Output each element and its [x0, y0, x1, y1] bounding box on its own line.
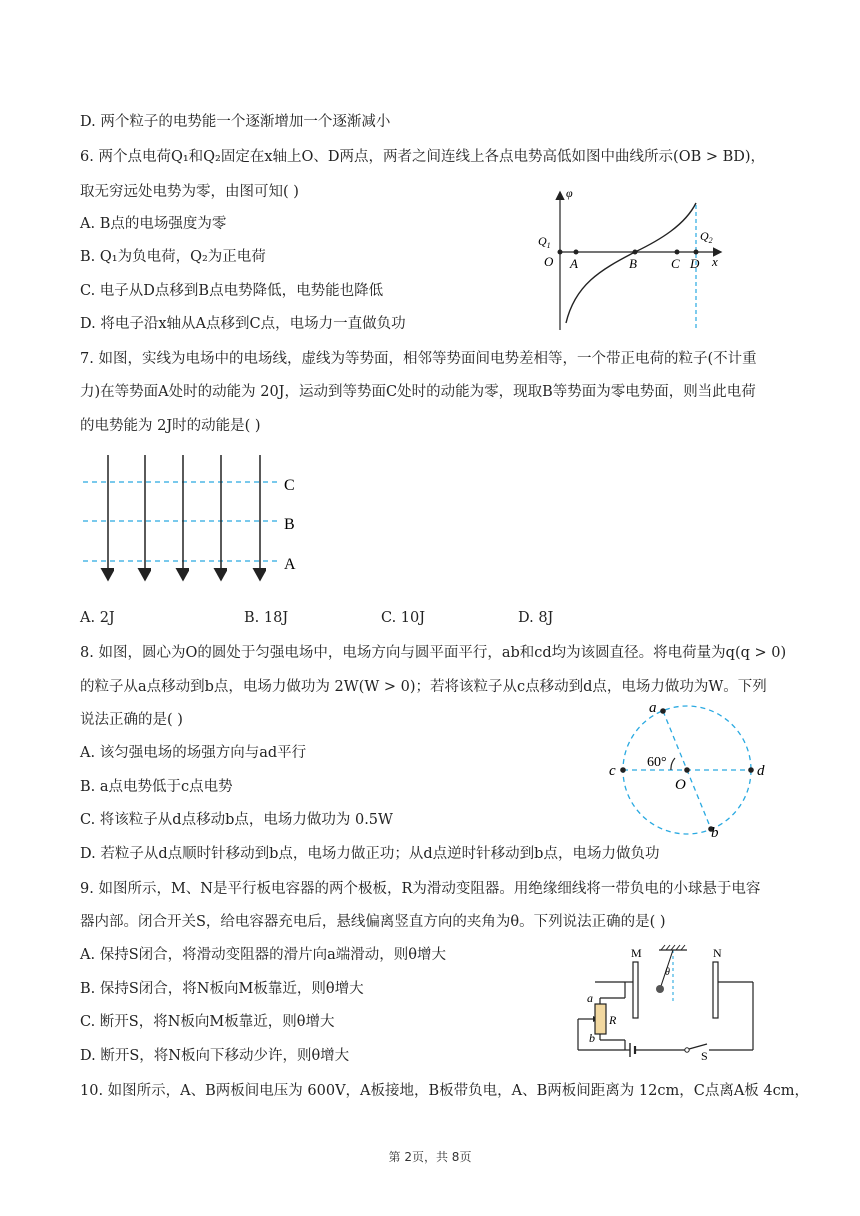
q7-field-figure	[80, 450, 310, 595]
q6-option-a: A. B点的电场强度为零	[80, 216, 227, 232]
point-b-label: b	[711, 825, 719, 840]
q8-option-d: D. 若粒子从d点顺时针移动到b点，电场力做正功；从d点逆时针移动到b点，电场力做负功	[80, 846, 660, 862]
q7-option-a: A. 2J	[80, 610, 115, 626]
plate-m-label: M	[631, 946, 642, 960]
q6-potential-figure	[530, 185, 730, 335]
slider-a-label: a	[587, 991, 593, 1005]
q5-option-d: D. 两个粒子的电势能一个逐渐增加一个逐渐减小	[80, 114, 391, 130]
q8-option-a: A. 该匀强电场的场强方向与ad平行	[80, 745, 307, 761]
q7-option-c: C. 10J	[381, 610, 426, 626]
point-d-label: d	[757, 763, 765, 779]
q9-option-a: A. 保持S闭合，将滑动变阻器的滑片向a端滑动，则θ增大	[80, 947, 446, 963]
q6-option-c: C. 电子从D点移到B点电势降低，电势能也降低	[80, 283, 384, 299]
point-b-label: B	[629, 256, 637, 271]
q6-stem-line1: 6. 两个点电荷Q₁和Q₂固定在x轴上O、D两点，两者之间连线上各点电势高低如图中曲线所示(OB > BD)，	[80, 149, 766, 165]
plate-n-label: N	[713, 946, 722, 960]
point-d-label: D	[690, 256, 700, 271]
q9-stem-line1: 9. 如图所示，M、N是平行板电容器的两个极板，R为滑动变阻器。用绝缘细线将一带负电的小球悬于电容	[80, 881, 761, 897]
theta-label: θ	[665, 967, 670, 978]
q8-option-c: C. 将该粒子从d点移动b点，电场力做功为 0.5W	[80, 812, 393, 828]
point-a-label: a	[649, 700, 657, 716]
point-c-label: c	[609, 763, 616, 779]
q6-option-b: B. Q₁为负电荷，Q₂为正电荷	[80, 249, 266, 265]
q7-stem-line1: 7. 如图，实线为电场中的电场线，虚线为等势面，相邻等势面间电势差相等，一个带正电荷的粒子(不计重	[80, 351, 757, 367]
q7-option-b: B. 18J	[244, 610, 289, 626]
q9-option-d: D. 断开S，将N板向下移动少许，则θ增大	[80, 1048, 350, 1064]
q7-stem-line3: 的电势能为 2J时的动能是( )	[80, 418, 261, 434]
q8-stem-line2: 的粒子从a点移动到b点，电场力做功为 2W(W > 0)；若将该粒子从c点移动到d点，电场力做功为W。下列	[80, 679, 767, 695]
q6-stem-line2: 取无穷远处电势为零，由图可知( )	[80, 184, 299, 200]
q10-stem-line1: 10. 如图所示，A、B两板间电压为 600V，A板接地，B板带负电，A、B两板间距离为 12cm，C点离A板 4cm，	[80, 1083, 810, 1099]
equipotential-a-label: A	[284, 556, 296, 573]
angle-label: 60°	[647, 755, 667, 770]
point-c-label: C	[671, 256, 680, 271]
q8-stem-line1: 8. 如图，圆心为O的圆处于匀强电场中，电场方向与圆平面平行，ab和cd均为该圆直径。将电荷量为q(q > 0)	[80, 645, 787, 661]
q8-stem-line3: 说法正确的是( )	[80, 712, 183, 728]
phi-label: φ	[566, 186, 573, 200]
origin-label: O	[544, 254, 554, 269]
center-o-label: O	[675, 777, 686, 793]
point-a-label: A	[570, 256, 578, 271]
q9-option-c: C. 断开S，将N板向M板靠近，则θ增大	[80, 1014, 335, 1030]
q1-label: $Q_1$	[538, 234, 551, 250]
q2-label: $Q_2$	[700, 229, 713, 245]
x-axis-label: x	[712, 254, 718, 269]
page-footer: 第 2页，共 8页	[388, 1150, 472, 1164]
q9-capacitor-figure	[575, 942, 760, 1064]
equipotential-b-label: B	[284, 516, 295, 533]
q9-stem-line2: 器内部。闭合开关S，给电容器充电后，悬线偏离竖直方向的夹角为θ。下列说法正确的是( )	[80, 914, 666, 930]
q7-option-d: D. 8J	[518, 610, 554, 626]
switch-s-label: S	[701, 1049, 708, 1063]
equipotential-c-label: C	[284, 477, 295, 494]
q8-circle-figure	[605, 695, 775, 840]
q6-option-d: D. 将电子沿x轴从A点移到C点，电场力一直做负功	[80, 316, 406, 332]
q9-option-b: B. 保持S闭合，将N板向M板靠近，则θ增大	[80, 981, 364, 997]
rheostat-r-label: R	[609, 1013, 617, 1027]
q7-stem-line2: 力)在等势面A处时的动能为 20J，运动到等势面C处时的动能为零，现取B等势面为零电势面，则当此电荷	[80, 384, 756, 400]
q8-option-b: B. a点电势低于c点电势	[80, 779, 233, 795]
slider-b-label: b	[589, 1031, 595, 1045]
